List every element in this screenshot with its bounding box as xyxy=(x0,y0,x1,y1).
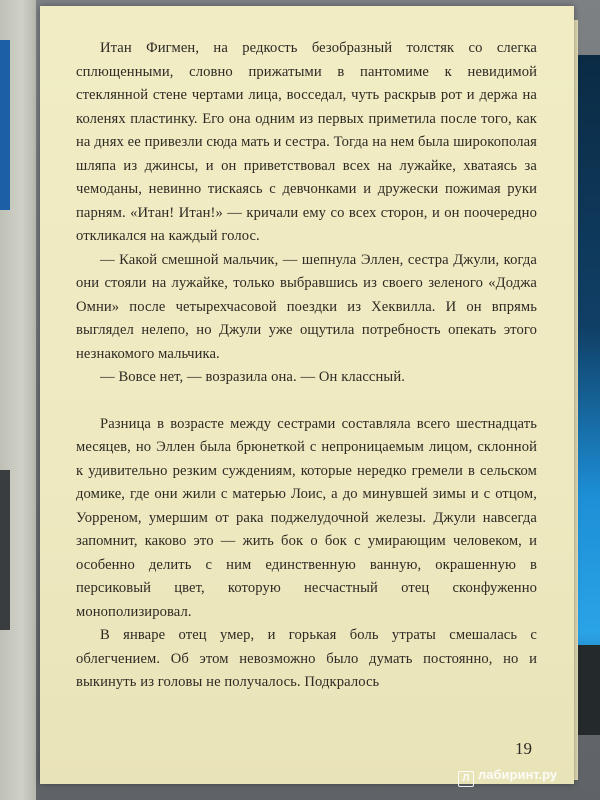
adjacent-book-left xyxy=(0,0,36,800)
labirint-logo-icon: Л xyxy=(458,771,474,787)
paragraph-1: Итан Фигмен, на редкость безобразный толстяк со слегка сплющенными, словно прижатыми в пантомиме к невидимой стеклянной стене чертами лица, восседал, чуть раскрыв рот и держа на коленях пластинку. Его она одним из первых приметила после того, как на днях ее привезли сюда мать и сестра. Тогда на нем была широкополая шляпа из джинсы, и он приветствовал всех на лужайке, хватаясь за чемоданы, невинно тискаясь с девчонками и дружески пожимая руки парням. «Итан! Итан!» — кричали ему со всех сторон, и он поочередно откликался на каждый голос. xyxy=(76,40,537,244)
book-cover-dark-edge xyxy=(0,470,10,630)
book-cover-blue-edge xyxy=(0,40,10,210)
watermark-text: лабиринт.ру xyxy=(478,767,558,782)
labirint-watermark xyxy=(458,767,557,787)
paragraph-5: В январе отец умер, и горькая боль утраты смешалась с облегчением. Об этом невозможно было думать постоянно, но и выкинуть из головы не получалось. Подкралось xyxy=(76,627,537,690)
page-number: 19 xyxy=(515,739,532,758)
paragraph-2: — Какой смешной мальчик, — шепнула Эллен, сестра Джули, когда они стояли на лужайке, только выбравшись из своего зеленого «Доджа Омни» после четырехчасовой поездки из Хеквилла. И он впрямь выглядел нелепо, но Джули уже ощутила потребность опекать этого незнакомого мальчика. xyxy=(76,251,537,362)
page-text xyxy=(76,37,537,695)
paragraph-4: Разница в возрасте между сестрами составляла всего шестнадцать месяцев, но Эллен была брюнеткой с непроницаемым лицом, склонной к удивительно резким суждениям, которые нередко гремели в сельском домике, где они жили с матерью Лоис, а до минувшей зимы и с отцом, Уорреном, умершим от рака поджелудочной железы. Джули навсегда запомнит, каково это — жить бок о бок с умирающим человеком, и особенно делить с ним единственную ванную, окрашенную в персиковый цвет, которую несчастный отец сконфуженно монополизировал. xyxy=(76,415,537,620)
paragraph-3: — Вовсе нет, — возразила она. — Он классный. xyxy=(100,369,405,385)
